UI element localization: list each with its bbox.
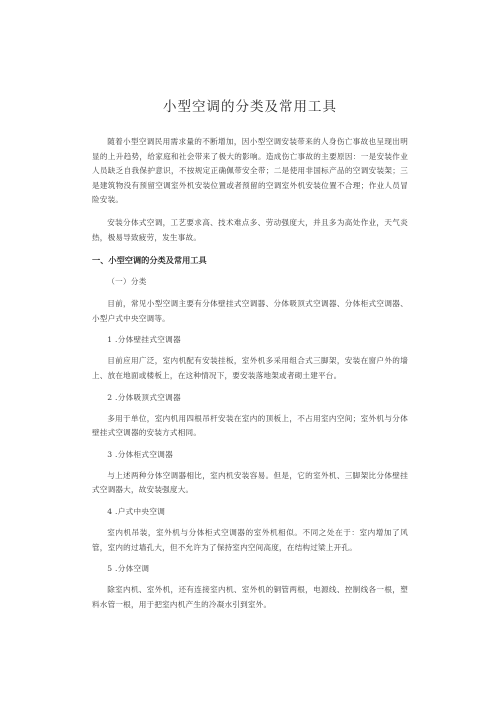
item-heading-2: 2 .分体吸顶式空调器 xyxy=(107,392,181,402)
item-heading-3: 3 .分体柜式空调器 xyxy=(107,449,174,459)
item-heading-4: 4 .户式中央空调 xyxy=(107,506,166,516)
item-paragraph-2: 多用于单位，室内机用四根吊杆安装在室内的顶板上，不占用室内空间；室外机与分体壁挂式空调器的安装方式相同。 xyxy=(92,413,408,438)
item-heading-1: 1 .分体壁挂式空调器 xyxy=(107,335,181,345)
item-paragraph-4: 室内机吊装，室外机与分体柜式空调器的室外机相似。不同之处在于：室内增加了风管，室内的过墙孔大，但不允许为了保持室内空间高度，在结构过梁上开孔。 xyxy=(92,527,408,552)
document-title: 小型空调的分类及常用工具 xyxy=(163,99,337,115)
intro-paragraph-2: 安装分体式空调，工艺要求高、技术难点多、劳动强度大，并且多为高处作业，天气炎热，极易导致疲劳，发生事故。 xyxy=(92,217,408,242)
item-paragraph-5: 除室内机、室外机，还有连接室内机、室外机的铜管两根，电源线、控制线各一根，塑料水管一根，用于把室内机产生的冷凝水引到室外。 xyxy=(92,585,408,609)
section-heading: 一、小型空调的分类及常用工具 xyxy=(92,255,207,266)
classification-paragraph: 目前，常见小型空调主要有分体壁挂式空调器、分体吸顶式空调器、分体柜式空调器、小型户式中央空调等。 xyxy=(92,299,408,323)
item-paragraph-1: 目前应用广泛，室内机配有安装挂板，室外机多采用组合式三脚架，安装在窗户外的墙上、放在地面或楼板上，在这种情况下，要安装落地架或者砌土建平台。 xyxy=(92,356,408,380)
item-heading-5: 5 .分体空调 xyxy=(107,564,150,574)
subsection-heading-classification: （一）分类 xyxy=(107,277,147,287)
intro-paragraph-1: 随着小型空调民用需求量的不断增加，因小型空调安装带来的人身伤亡事故也呈现出明显的上升趋势，给家庭和社会带来了极大的影响。造成伤亡事故的主要原因：一是安装作业人员缺乏自我保护意识，不按规定正确佩带安全带；二是使用非国标产品的空调安装架；三是建筑物没有预留空调室外机安装位置或者预留的空调室外机安装位置不合理；作业人员冒险安装。 xyxy=(92,137,408,205)
item-paragraph-3: 与上述两种分体空调器相比，室内机安装容易。但是，它的室外机、三脚架比分体壁挂式空调器大，故安装强度大。 xyxy=(92,470,408,495)
